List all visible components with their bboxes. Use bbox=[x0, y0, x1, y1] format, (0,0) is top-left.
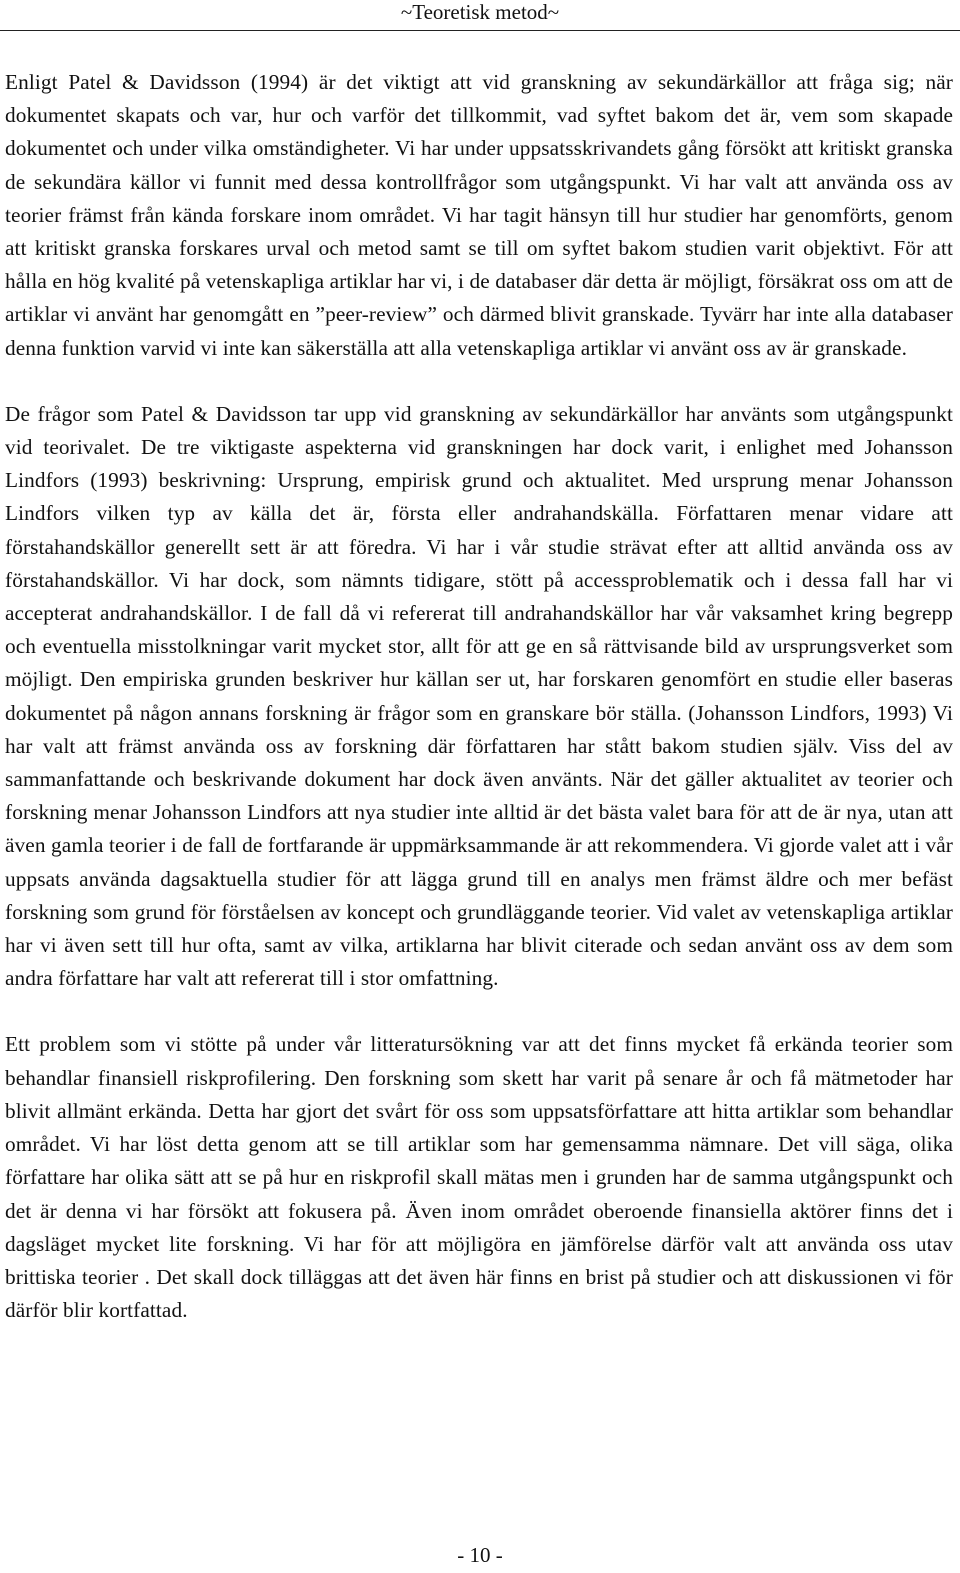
running-header bbox=[0, 0, 960, 31]
paragraph-theory-selection: De frågor som Patel & Davidsson tar upp vid granskning av sekundärkällor har använts som utgångspunkt vid teorivalet. De tre viktigaste aspekterna vid granskningen har dock varit, i enlighet med Johansson Lindfors (1993) beskrivning: Ursprung, empirisk grund och aktualitet. Med ursprung menar Johansson Lindfors vilken typ av källa det är, första eller andrahandskälla. Författaren menar vidare att förstahandskällor generellt sett är att föredra. Vi har i vår studie strävat efter att alltid använda oss av förstahandskällor. Vi har dock, som nämnts tidigare, stött på accessproblematik och i dessa fall har vi accepterat andrahandskällor. I de fall då vi refererat till andrahandskällor har vår vaksamhet kring begrepp och eventuella misstolkningar varit mycket stor, allt för att ge en så rättvisande bild av ursprungsverket som möjligt. Den empiriska grunden beskriver hur källan ser ut, har forskaren genomfört en studie eller baseras dokumentet på någon annans forskning är frågor som en granskare bör ställa. (Johansson Lindfors, 1993) Vi har valt att främst använda oss av forskning där författaren har stått bakom studien själv. Viss del av sammanfattande och beskrivande dokument har dock även använts. När det gäller aktualitet av teorier och forskning menar Johansson Lindfors att nya studier inte alltid är det bästa valet bara för att de är nya, utan att även gamla teorier i de fall de fortfarande är uppmärksammande är att rekommendera. Vi gjorde valet att i vår uppsats använda dagsaktuella studier för att lägga grund till en analys men främst äldre och mer befäst forskning som grund för förståelsen av koncept och grundläggande teorier. Vid valet av vetenskapliga artiklar har vi även sett till hur ofta, samt av vilka, artiklarna har blivit citerade och sedan använt oss av dem som andra författare har valt att refererat till i stor omfattning. bbox=[5, 401, 953, 991]
page-number: - 10 - bbox=[457, 1543, 503, 1567]
body-text bbox=[5, 66, 953, 1360]
paragraph-source-criticism: Enligt Patel & Davidsson (1994) är det viktigt att vid granskning av sekundärkällor att fråga sig; när dokumentet skapats och var, hur och varför det tillkommit, vad syftet bakom det är, vem som skapade dokumentet och under vilka omständigheter. Vi har under uppsatsskrivandets gång försökt att kritiskt granska de sekundära källor vi funnit med dessa kontrollfrågor som utgångspunkt. Vi har valt att använda oss av teorier främst från kända forskare inom området. Vi har tagit hänsyn till hur studier har genomförts, genom att kritiskt granska forskares urval och metod samt se till om syftet bakom studien varit objektivt. För att hålla en hög kvalité på vetenskapliga artiklar har vi, i de databaser där detta är möjligt, försäkrat oss om att de artiklar vi använt har genomgått en ”peer-review” och därmed blivit granskade. Tyvärr har inte alla databaser denna funktion varvid vi inte kan säkerställa att alla vetenskapliga artiklar vi använt oss av är granskade. bbox=[5, 70, 953, 360]
running-title: ~Teoretisk metod~ bbox=[400, 0, 560, 24]
paragraph-literature-problem: Ett problem som vi stötte på under vår litteratursökning var att det finns mycket få erkända teorier som behandlar finansiell riskprofilering. Den forskning som skett har varit på senare år och få mätmetoder har blivit allmänt erkända. Detta har gjort det svårt för oss som uppsatsförfattare att hitta artiklar som behandlar området. Vi har löst detta genom att se till artiklar som har gemensamma nämnare. Det vill säga, olika författare har olika sätt att se på hur en riskprofil skall mätas men i grunden har de samma utgångspunkt och det är denna vi har försökt att fokusera på. Även inom området oberoende finansiella aktörer finns det i dagsläget mycket lite forskning. Vi har för att möjligöra en jämförelse därför valt att använda oss utav brittiska teorier . Det skall dock tilläggas att det även här finns en brist på studier och att diskussionen vi för därför blir kortfattad. bbox=[5, 1032, 953, 1323]
